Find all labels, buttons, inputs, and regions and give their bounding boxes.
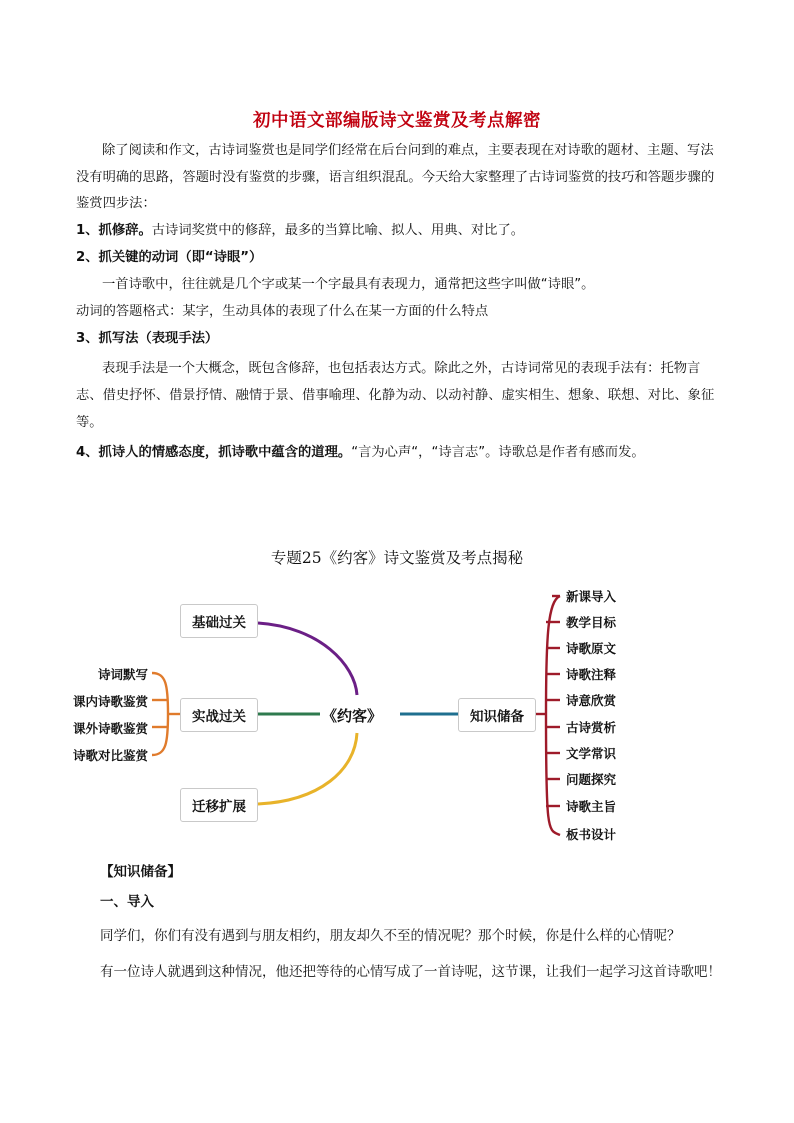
item-2-heading: 2、抓关键的动词（即“诗眼”）	[76, 250, 263, 265]
item-1-text: 古诗词奖赏中的修辞，最多的当算比喻、拟人、用典、对比了。	[151, 223, 525, 238]
leaf-left-2[interactable]: 课外诗歌鉴赏	[72, 721, 148, 736]
item-1	[76, 218, 726, 245]
item-3-heading: 3、抓写法（表现手法）	[76, 331, 219, 346]
mindmap-connectors	[0, 575, 794, 855]
leaf-left-1[interactable]: 课内诗歌鉴赏	[72, 694, 148, 709]
leaf-right-4[interactable]: 诗意欣赏	[566, 693, 617, 708]
node-zhishi-chubei[interactable]: 知识储备	[458, 698, 536, 732]
topic-title: 专题25《约客》诗文鉴赏及考点揭秘	[270, 549, 524, 567]
leaf-right-0[interactable]: 新课导入	[566, 589, 617, 604]
leaf-right-9[interactable]: 板书设计	[566, 827, 617, 842]
leaf-right-6[interactable]: 文学常识	[566, 746, 617, 761]
node-shizhan-guoguan[interactable]: 实战过关	[180, 698, 258, 732]
right-branches	[534, 596, 560, 835]
item-4-heading: 4、抓诗人的情感态度，抓诗歌中蕴含的道理。	[76, 445, 352, 460]
leaf-right-2[interactable]: 诗歌原文	[566, 641, 617, 656]
item-4	[76, 440, 726, 467]
section-heading: 【知识储备】	[100, 864, 181, 880]
item-2-text: 一首诗歌中，往往就是几个字或某一个字最具有表现力，通常把这些字叫做“诗眼”。	[102, 277, 595, 292]
leaf-right-7[interactable]: 问题探究	[566, 772, 617, 787]
node-jichu-guoguan[interactable]: 基础过关	[180, 604, 258, 638]
intro-paragraph: 除了阅读和作文，古诗词鉴赏也是同学们经常在后台问到的难点，主要表现在对诗歌的题材、主题、写法没有明确的思路，答题时没有鉴赏的步骤，语言组织混乱。今天给大家整理了古诗词鉴赏的技巧和答题步骤的鉴赏四步法：	[76, 143, 715, 211]
section-paragraph-2: 有一位诗人就遇到这种情况，他还把等待的心情写成了一首诗呢，这节课，让我们一起学习这首诗歌吧！	[100, 964, 721, 980]
connector-jichu	[258, 623, 357, 695]
leaf-right-5[interactable]: 古诗赏析	[566, 720, 617, 735]
section-paragraph-1: 同学们，你们有没有遇到与朋友相约，朋友却久不至的情况呢？那个时候，你是什么样的心情呢？	[100, 928, 681, 944]
leaf-right-1[interactable]: 教学目标	[566, 615, 617, 630]
node-qianyi-kuozhan[interactable]: 迁移扩展	[180, 788, 258, 822]
node-center-yueke[interactable]: 《约客》	[322, 707, 383, 725]
section-subheading: 一、导入	[100, 894, 154, 910]
item-2-format: 动词的答题格式：某字，生动具体的表现了什么在某一方面的什么特点	[76, 304, 489, 319]
leaf-right-8[interactable]: 诗歌主旨	[566, 799, 617, 814]
item-3-text: 表现手法是一个大概念，既包含修辞，也包括表达方式。除此之外，古诗词常见的表现手法有：托物言志、借史抒怀、借景抒情、融情于景、借事喻理、化静为动、以动衬静、虚实相生、想象、联想、对比、象征等。	[76, 361, 715, 430]
connector-qianyi	[258, 733, 357, 804]
leaf-right-3[interactable]: 诗歌注释	[566, 667, 617, 682]
item-4-text: “言为心声“，“诗言志”。诗歌总是作者有感而发。	[351, 445, 645, 460]
left-branches	[152, 673, 180, 755]
leaf-left-0[interactable]: 诗词默写	[97, 667, 148, 682]
item-1-heading: 1、抓修辞。	[76, 223, 152, 238]
document-title: 初中语文部编版诗文鉴赏及考点解密	[253, 111, 541, 131]
leaf-left-3[interactable]: 诗歌对比鉴赏	[72, 748, 148, 763]
